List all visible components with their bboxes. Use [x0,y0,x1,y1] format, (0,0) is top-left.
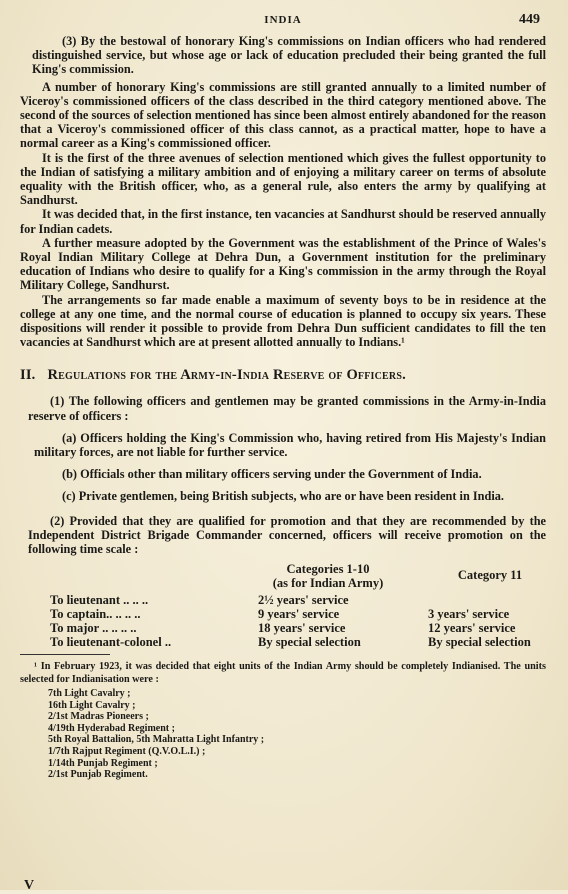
footnote-unit: 1/14th Punjab Regiment ; [48,757,158,769]
rank-cell: To lieutenant-colonel .. [50,634,172,649]
footnote-unit: 5th Royal Battalion, 5th Mahratta Light Infantry ; [48,734,265,746]
footnote-unit: 4/19th Hyderabad Regiment ; [48,722,175,734]
category-11-cell: By special selection [428,634,531,649]
bottom-edge-text: V [24,878,35,893]
table-row [50,594,568,608]
rank-cell: To major .. .. .. .. [50,620,137,635]
paragraph-dehra-dun-college: A further measure adopted by the Government was the establishment of the Prince of Wales's Royal Indian Military College at Dehra Dun, a Government institution for the preliminary education of Indians who desire to qualify for a King's commission in the army through the Royal Military College, Sandhurst. [20,235,546,293]
table-header-categories-1-10 [248,562,408,590]
table-row [50,608,568,622]
paragraph-arrangements: The arrangements so far made enable a maximum of seventy boys to be in residence at the college at any one time, and the normal course of education is planned to occupy six years. These dispositions will render it possible to provide from Dehra Dun sufficient candidates to fill the ten vacancies at Sandhurst which are at present allotted annually to Indians.¹ [20,292,546,350]
footnote-rule [20,654,110,655]
categories-1-10-cell: 2½ years' service [258,593,349,608]
clause-c: (c) Private gentlemen, being British subjects, who are or have been resident in India. [62,489,504,504]
table-rows [50,594,568,649]
section-number: II. [20,367,36,384]
category-11-cell: 3 years' service [428,607,510,622]
rank-cell: To lieutenant .. .. .. [50,593,149,608]
page-number: 449 [519,12,540,27]
paragraph-reserve-eligibility: (1) The following officers and gentlemen may be granted commissions in the Army-in-India reserve of officers : [28,394,546,423]
clause-a: (a) Officers holding the King's Commission who, having retired from His Majesty's Indian military forces, are not liable for further service. [34,430,546,460]
paragraph-honorary-annual: A number of honorary King's commissions are still granted annually to a limited number of Viceroy's commissioned officers of the class described in the third category mentioned above. The second of the sources of selection mentioned has since been almost entirely abandoned for the reason that a Viceroy's commissioned officer of this class cannot, as a practical matter, hope to have a normal career as a King's commissioned officer. [20,79,546,151]
footnote-unit-list [20,688,546,781]
paragraph-honorary-commissions: (3) By the bestowal of honorary King's commissions on Indian officers who had rendered distinguished service, but whose age or lack of education precluded their being granted the full King's commission. [32,34,546,77]
running-head: INDIA [264,14,302,26]
categories-1-10-cell: By special selection [258,634,361,649]
category-11-cell: 12 years' service [428,620,516,635]
section-title: Regulations for the Army-in-India Reserve of Officers. [47,367,406,384]
table-row [50,636,568,650]
paragraph-promotion: (2) Provided that they are qualified for promotion and that they are recommended by the Independent District Brigade Commander concerned, officers will receive promotion on the following time scale : [28,513,546,557]
header-line: (as for Indian Army) [272,576,384,591]
paragraph-sandhurst-vacancies: It was decided that, in the first instance, ten vacancies at Sandhurst should be reserved annually for Indian cadets. [20,207,546,236]
footnote-unit: 2/1st Punjab Regiment. [48,769,148,781]
footnote-unit: 7th Light Cavalry ; [48,688,131,700]
table-row [50,622,568,636]
paragraph-first-avenue: It is the first of the three avenues of selection mentioned which gives the fullest opportunity to the Indian of satisfying a military ambition and of enjoying a military career on terms of absolute equality with the British officer, who, as a general rule, also enters the army by qualifying at Sandhurst. [20,150,546,208]
footnote-text: ¹ In February 1923, it was decided that eight units of the Indian Army should be completely Indianised. The units selected for Indianisation were : [20,661,546,685]
footnote-unit: 1/7th Rajput Regiment (Q.V.O.L.I.) ; [48,746,206,758]
categories-1-10-cell: 9 years' service [258,607,340,622]
table-header-category-11: Category 11 [457,568,523,583]
header-line: Categories 1-10 [286,562,370,577]
section-heading [20,367,546,384]
promotion-time-scale-table [20,562,546,649]
footnote-unit: 16th Light Cavalry ; [48,699,136,711]
clause-b: (b) Officials other than military officers serving under the Government of India. [62,467,482,482]
page-header [20,12,546,34]
categories-1-10-cell: 18 years' service [258,620,346,635]
rank-cell: To captain.. .. .. .. [50,607,141,622]
footnote-unit: 2/1st Madras Pioneers ; [48,711,149,723]
